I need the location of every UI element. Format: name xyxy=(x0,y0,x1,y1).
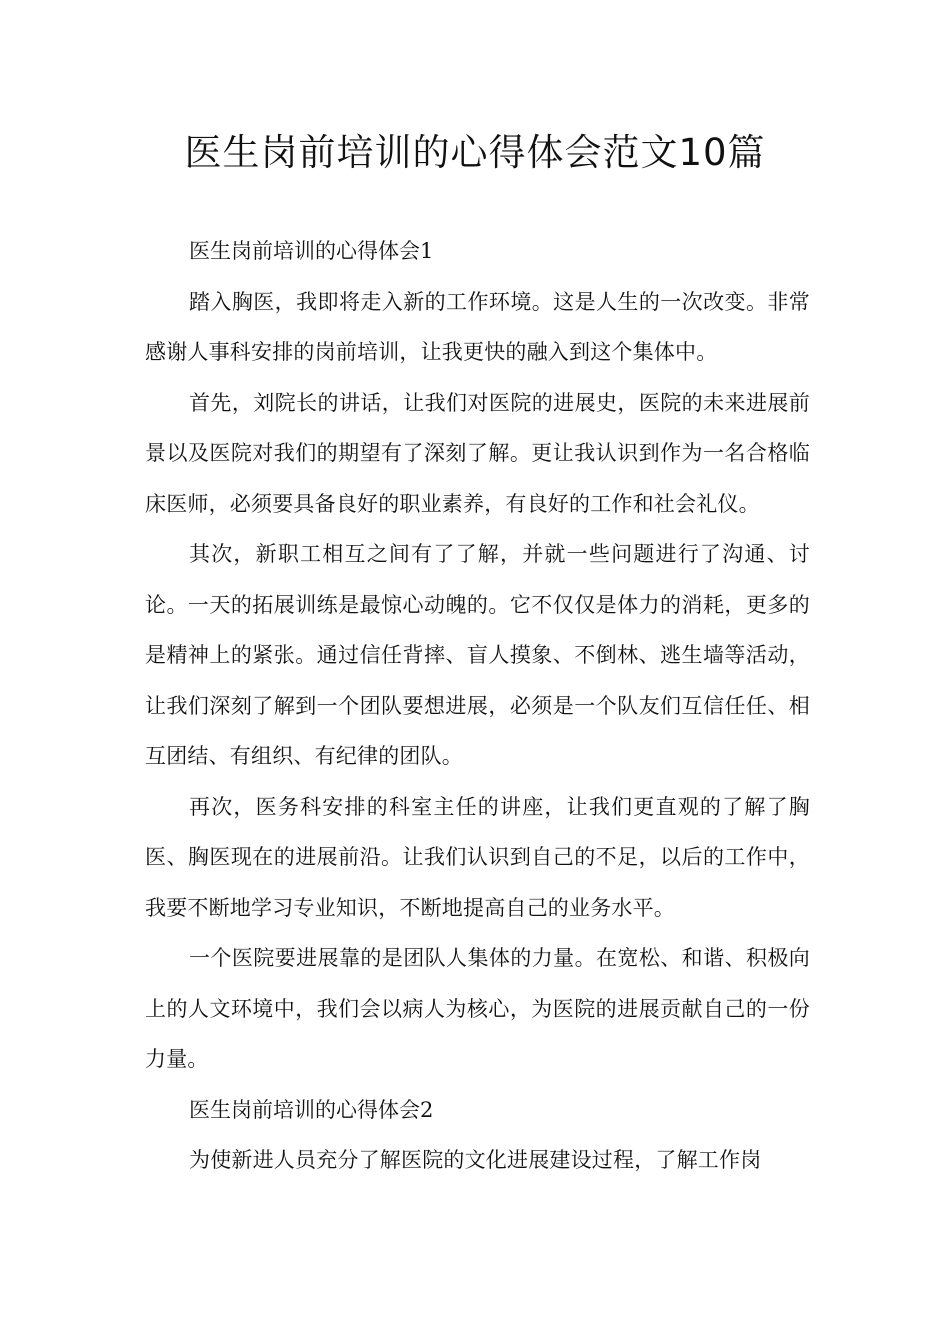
section-heading-2: 医生岗前培训的心得体会2 xyxy=(189,1097,434,1122)
paragraph: 一个医院要进展靠的是团队人集体的力量。在宽松、和谐、积极向上的人文环境中，我们会以病人为核心，为医院的进展贡献自己的一份力量。 xyxy=(145,946,810,1071)
document-body xyxy=(145,226,810,1186)
paragraph: 首先，刘院长的讲话，让我们对医院的进展史，医院的未来进展前景以及医院对我们的期望有了深刻了解。更让我认识到作为一名合格临床医师，必须要具备良好的职业素养，有良好的工作和社会礼仪。 xyxy=(145,390,810,516)
paragraph: 为使新进人员充分了解医院的文化进展建设过程，了解工作岗 xyxy=(189,1148,762,1172)
paragraph: 再次，医务科安排的科室主任的讲座，让我们更直观的了解了胸医、胸医现在的进展前沿。让我们认识到自己的不足，以后的工作中，我要不断地学习专业知识，不断地提高自己的业务水平。 xyxy=(145,794,810,920)
paragraph: 其次，新职工相互之间有了了解，并就一些问题进行了沟通、讨论。一天的拓展训练是最惊心动魄的。它不仅仅是体力的消耗，更多的是精神上的紧张。通过信任背摔、盲人摸象、不倒林、逃生墙等活动，让我们深刻了解到一个团队要想进展，必须是一个队友们互信任任、相互团结、有组织、有纪律的团队。 xyxy=(145,542,810,768)
section-heading-1: 医生岗前培训的心得体会1 xyxy=(189,239,434,263)
paragraph: 踏入胸医，我即将走入新的工作环境。这是人生的一次改变。非常感谢人事科安排的岗前培训，让我更快的融入到这个集体中。 xyxy=(145,289,810,364)
document-title: 医生岗前培训的心得体会范文10篇 xyxy=(184,131,766,174)
